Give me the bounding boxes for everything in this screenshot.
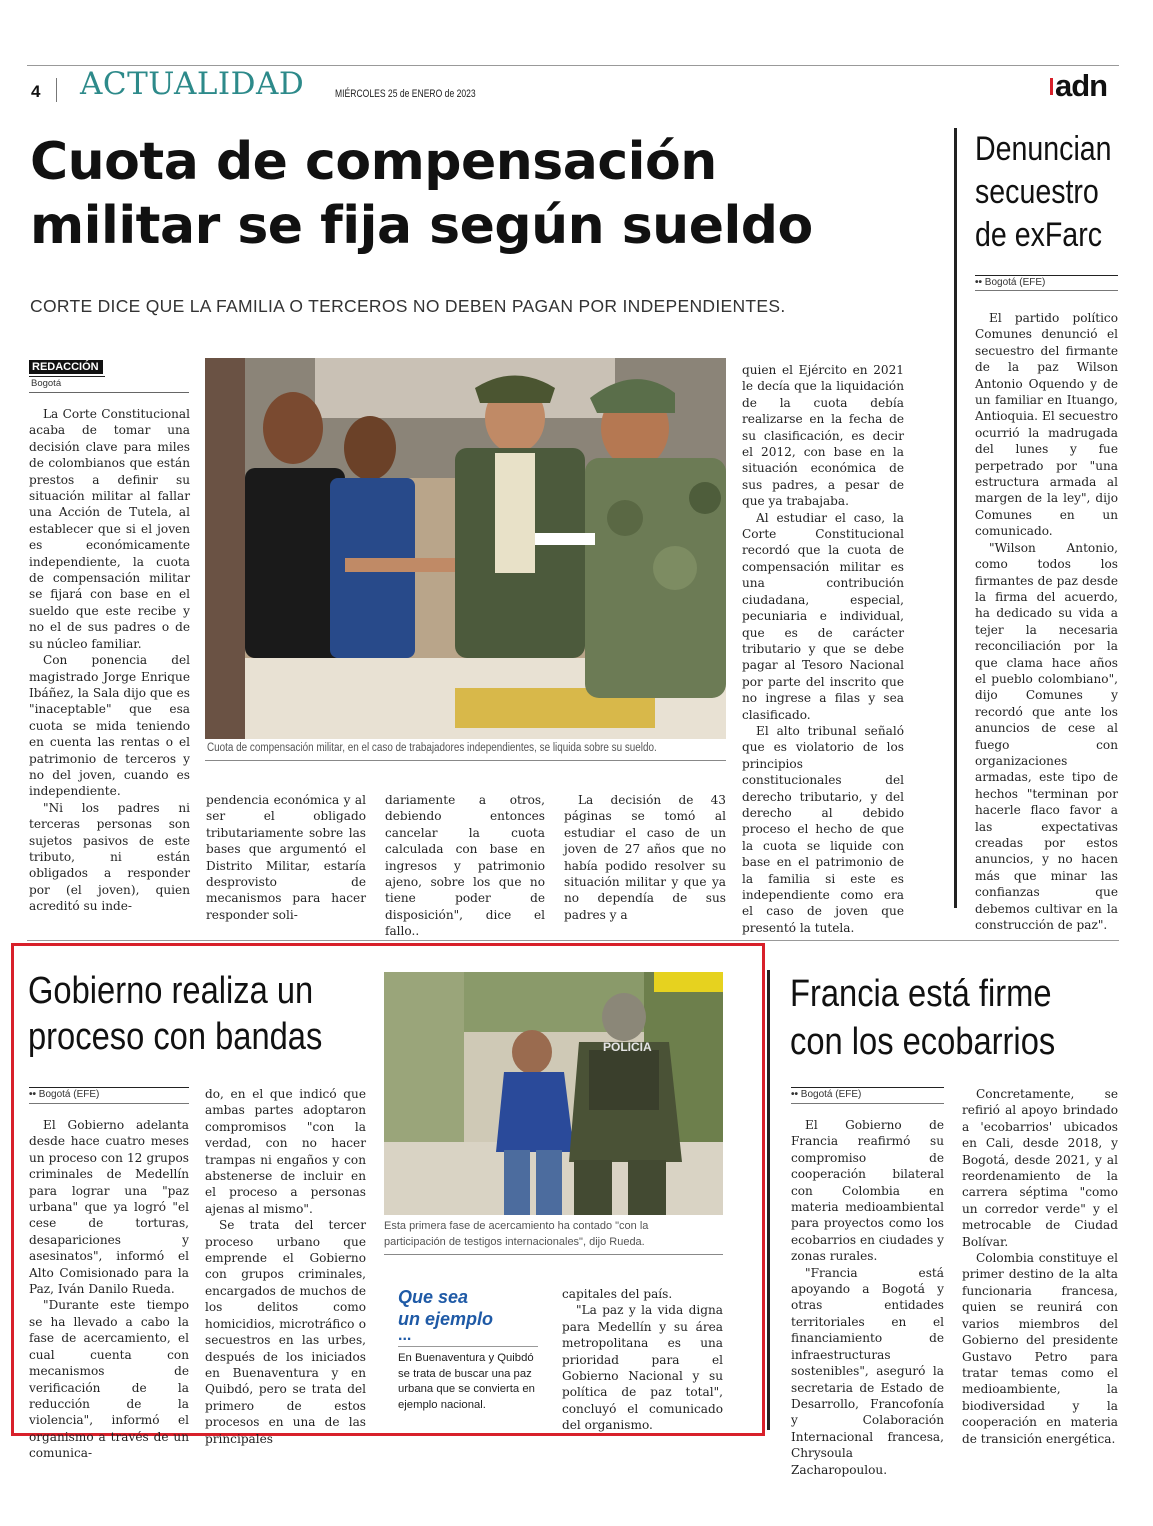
gobierno-headline-line2: proceso con bandas [28,1016,323,1058]
adn-logo [1050,68,1122,104]
police-photo [384,972,723,1215]
main-headline-line1: Cuota de compensación [30,132,717,192]
main-headline [30,130,930,258]
francia-col-1 [791,1117,944,1478]
main-col-1 [29,406,190,915]
francia-headline-line1: Francia está firme [790,973,1052,1015]
byline-dots-icon: •• [791,1089,801,1100]
callout-title-line1: Que sea [398,1287,469,1307]
gobierno-col-2 [205,1086,366,1447]
francia-divider [767,970,770,1430]
gobierno-byline [29,1089,99,1100]
francia-byline [791,1089,861,1100]
sidebar-divider [954,128,957,908]
gobierno-paragraph: do, en el que indicó que ambas partes adoptaron compromisos "con la verdad, con no hacer trampas ni engaños y con abstenerse de incluir en el proceso a personas ajenas al mismo". [205,1087,366,1216]
main-paragraph: El alto tribunal señaló que es violatorio de los principios constitucionales del derecho tributario, y del derecho al debido proceso el hecho de que la cuota se liquide con base en el patrimonio de la familia si este es independiente como era el caso de joven que presentó la tutela. [742,723,904,935]
gobierno-paragraph: "Durante este tiempo se ha llevado a cabo la fase de acercamiento, el cual cuenta con mecanismos de verificación de la reducción de la violencia", informó el organismo a través de un comunica- [29,1298,189,1461]
francia-paragraph: Colombia constituye el primer destino de la alta funcionaria francesa, quien se reunirá con varios miembros del Gobierno del presidente Gustavo Petro para tratar temas como el medioambiente, la biodiversidad y la cooperación en materia de transición energética. [962,1251,1118,1446]
callout-box [398,1286,538,1413]
section-title: ACTUALIDAD [80,66,305,102]
sidebar-headline-line3: de exFarc [975,216,1102,254]
main-paragraph: pendencia económica y al ser el obligado tributariamente sobre las bases que argumentó el Distrito Militar, estaría desprovisto de mecanismos para hacer responder soli- [206,793,366,922]
francia-paragraph: Concretamente, se refirió al apoyo brindado a 'ecobarrios' ubicados en Cali, desde 2018, y Bogotá, desde 2021, y al reordenamiento de la carrera séptima "como un corredor verde" y el metrocable de Ciudad Bolívar. [962,1087,1118,1249]
main-paragraph: Con ponencia del magistrado Jorge Enrique Ibáñez, la Sala dijo que es "inaceptable" que esa cuota se mida teniendo en cuenta las rentas o el patrimonio de terceros y no del joven, cuando es independiente. [29,653,190,799]
main-col-2 [206,792,366,923]
main-headline-line2: militar se fija según sueldo [30,196,813,256]
military-photo [205,358,726,739]
main-photo-caption: Cuota de compensación militar, en el caso de trabajadores independientes, se liquida sobre su sueldo. [207,742,657,754]
police-photo-caption: Esta primera fase de acercamiento ha contado "con la participación de testigos internacionales", dijo Rueda. [384,1220,649,1248]
main-paragraph: "Ni los padres ni terceras personas son sujetos pasivos de este tributo, ni están obligados a responder por (el joven), quien acreditó su inde- [29,800,190,914]
callout-dots: ... [398,1327,412,1344]
issue-date: MIÉRCOLES 25 de ENERO de 2023 [335,88,476,100]
gobierno-paragraph: "La paz y la vida digna para Medellín y su área metropolitana es una prioridad para el Gobierno Nacional y su política de paz total", concluyó el comunicado del organismo. [562,1303,723,1433]
callout-rule [398,1346,538,1347]
main-col-3 [385,792,545,940]
author-badge: REDACCIÓN [29,360,103,374]
gobierno-col-3 [562,1286,723,1434]
callout-text: En Buenaventura y Quibdó se trata de buscar una paz urbana que se convierta en ejemplo nacional. [398,1352,535,1411]
page-number: 4 [31,82,41,101]
francia-col-2 [962,1086,1118,1447]
gobierno-col-1 [29,1117,189,1462]
main-col-5 [742,362,904,936]
main-col-4 [564,792,726,923]
francia-byline-text: Bogotá (EFE) [800,1089,862,1100]
military-photo-illustration [205,358,726,739]
logo-mark-icon [1050,78,1053,95]
sidebar-byline-text: Bogotá (EFE) [984,277,1046,288]
francia-paragraph: El Gobierno de Francia reafirmó su compromiso de cooperación bilateral con Colombia en materia medioambiental para proyectos como los ecobarrios en ciudades y zonas rurales. [791,1118,944,1264]
sidebar-headline [975,128,1138,257]
gobierno-headline [28,968,370,1060]
byline-dots-icon: •• [29,1089,39,1100]
main-paragraph: dariamente a otros, debiendo entonces cancelar la cuota calculada con base en ingresos y patrimonio ajeno, sobre los que no tiene poder de disposición", dice el fallo.. [385,793,545,939]
gobierno-headline-line1: Gobierno realiza un [28,970,314,1012]
sidebar-headline-line1: Denuncian [975,130,1112,168]
main-paragraph: Al estudiar el caso, la Corte Constitucional recordó que la cuota de compensación militar es una contribución ciudadana, especial, pecuniaria e individual, que es de carácter tributario y que se debe pagar al Tesoro Nacional por parte del inscrito que no ingrese a filas y sea clasificado. [742,510,904,722]
main-subheadline: CORTE DICE QUE LA FAMILIA O TERCEROS NO DEBEN PAGAN POR INDEPENDIENTES. [30,296,786,316]
gobierno-paragraph: El Gobierno adelanta desde hace cuatro meses un proceso con 12 grupos criminales de Medellín para lograr una "paz urbana" que ya logró "el cese de torturas, desapariciones y asesinatos", informó el Alto Comisionado para la Paz, Iván Danilo Rueda. [29,1118,189,1297]
byline-dots-icon: •• [975,277,985,288]
main-paragraph: La Corte Constitucional acaba de tomar una decisión clave para miles de colombianos que están prestos a definir su situación militar al fallar una Acción de Tutela, al establecer que si el joven es económicamente independiente, la cuota de compensación militar se fijará con base en el sueldo que este recibe y no el de sus padres o de su núcleo familiar. [29,407,190,651]
logo-wordmark: adn [1055,68,1108,103]
sidebar-paragraph: El partido político Comunes denunció el secuestro del firmante de la paz Wilson Antonio Oquendo y de un familiar en Ituango, Antioquia. El secuestro ocurrió la madrugada del lunes y fue perpetrado por "una estructura armada al margen de la ley", dijo Comunes en un comunicado. [975,311,1118,539]
main-paragraph: La decisión de 43 páginas se tomó al estudiar el caso de un joven de 27 años que no había podido resolver su situación militar y que ya no dependía de sus padres y a [564,793,726,922]
police-photo-illustration [384,972,723,1215]
francia-paragraph: "Francia está apoyando a Bogotá y otras entidades territoriales en el financiamiento de infraestructuras sostenibles", aseguró la secretaria de Estado de Desarrollo, Francofonía y Colaboración Internacional francesa, Chrysoula Zacharopoulou. [791,1265,944,1477]
gobierno-paragraph: Se trata del tercer proceso urbano que emprende el Gobierno con grupos criminales, encargados de muchos de los delitos como homicidios, microtráfico o secuestros en las urbes, después de los iniciados en Buenaventura y en Quibdó, pero se trata del primero de estos procesos en una de las principales [205,1218,366,1446]
sidebar-body [975,310,1118,933]
sidebar-byline [975,277,1045,288]
main-paragraph: quien el Ejército en 2021 le decía que la liquidación de la cuota debía realizarse en la fecha de su clasificación, es decir el 2012, con base en la situación económica de sus padres, a pesar de que ya trabajaba. [742,363,904,509]
callout-title-line2: un ejemplo [398,1309,494,1329]
author-location: Bogotá [31,378,62,389]
gobierno-byline-text: Bogotá (EFE) [38,1089,100,1100]
police-vest-label: POLICIA [603,1040,652,1054]
sidebar-paragraph: "Wilson Antonio, como todos los firmantes de paz desde la firma del acuerdo, ha dedicado su vida a tejer la necesaria reconciliación por la que clama hace años el pueblo colombiano", dijo Comunes y recordó que ante los anuncios de cese al fuego con organizaciones armadas, este tipo de hechos "terminan por hacerle flaco favor a las expectativas creadas por estos anuncios, y no hacen más que minar las confianzas que debemos cultivar en la construcción de paz". [975,540,1118,933]
gobierno-paragraph: capitales del país. [562,1287,673,1301]
sidebar-headline-line2: secuestro [975,173,1099,211]
francia-headline-line2: con los ecobarrios [790,1021,1056,1063]
francia-headline [790,970,1098,1066]
